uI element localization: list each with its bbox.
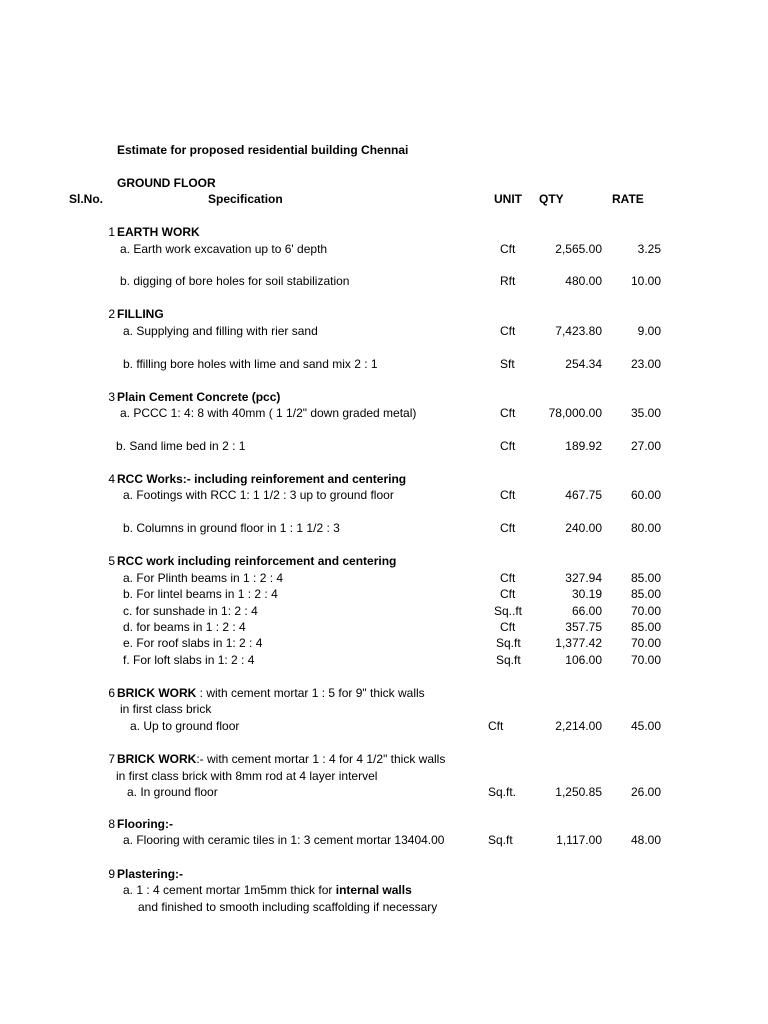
item-unit: Cft [500, 488, 516, 502]
section-number: 4 [108, 472, 115, 486]
section-number: 1 [108, 225, 115, 239]
item-unit: Sft [500, 357, 515, 371]
item-unit: Cft [500, 439, 516, 453]
item-unit: Sq.ft. [488, 785, 517, 799]
item-rate: 10.00 [630, 274, 661, 288]
item-spec: c. for sunshade in 1: 2 : 4 [123, 604, 258, 618]
item-spec: a. Up to ground floor [130, 719, 240, 733]
item-rate: 45.00 [630, 719, 661, 733]
header-rate: RATE [612, 192, 644, 206]
item-spec: a. For Plinth beams in 1 : 2 : 4 [123, 571, 284, 585]
item-unit: Cft [500, 406, 516, 420]
item-spec: a. PCCC 1: 4: 8 with 40mm ( 1 1/2" down graded metal) [120, 406, 417, 420]
header-slno: Sl.No. [69, 192, 104, 206]
header-qty: QTY [539, 192, 564, 206]
item-rate: 60.00 [630, 488, 661, 502]
section-number: 3 [108, 390, 115, 404]
item-rate: 35.00 [630, 406, 661, 420]
header-spec: Specification [208, 192, 283, 206]
item-unit: Cft [488, 719, 504, 733]
item-rate: 80.00 [630, 521, 661, 535]
item-qty: 66.00 [571, 604, 602, 618]
item-unit: Cft [500, 620, 516, 634]
section-title: BRICK WORK [117, 752, 197, 766]
item-qty: 189.92 [565, 439, 602, 453]
item-rate: 27.00 [630, 439, 661, 453]
item-qty: 106.00 [565, 653, 602, 667]
item-rate: 26.00 [630, 785, 661, 799]
item-spec: b. Sand lime bed in 2 : 1 [116, 439, 246, 453]
item-spec: a. In ground floor [127, 785, 218, 799]
item-qty: 2,214.00 [555, 719, 602, 733]
item-rate: 70.00 [630, 604, 661, 618]
section-continuation: in first class brick with 8mm rod at 4 layer intervel [116, 769, 378, 783]
item-unit: Sq.ft [496, 636, 521, 650]
item-unit: Cft [500, 324, 516, 338]
item-qty: 30.19 [571, 587, 602, 601]
section-title-suffix: :- with cement mortar 1 : 4 for 4 1/2" thick walls [196, 752, 446, 766]
section-number: 7 [108, 752, 115, 766]
item-unit: Rft [500, 274, 516, 288]
section-continuation: and finished to smooth including scaffolding if necessary [138, 900, 438, 914]
item-unit: Cft [500, 587, 516, 601]
item-qty: 1,250.85 [555, 785, 602, 799]
section-title: RCC Works:- including reinforement and centering [117, 472, 407, 486]
document-title: Estimate for proposed residential building Chennai [117, 143, 409, 157]
item-spec: b. For lintel beams in 1 : 2 : 4 [123, 587, 278, 601]
item-unit: Cft [500, 571, 516, 585]
section-number: 8 [108, 817, 115, 831]
item-qty: 7,423.80 [555, 324, 602, 338]
section-title: RCC work including reinforcement and centering [117, 554, 397, 568]
item-qty: 240.00 [565, 521, 602, 535]
item-qty: 357.75 [565, 620, 602, 634]
item-rate: 23.00 [630, 357, 661, 371]
item-rate: 48.00 [630, 833, 661, 847]
item-qty: 1,377.42 [555, 636, 602, 650]
item-spec: b. Columns in ground floor in 1 : 1 1/2 : 3 [123, 521, 340, 535]
section-title-line [117, 686, 425, 700]
item-qty: 78,000.00 [548, 406, 602, 420]
item-rate: 85.00 [630, 620, 661, 634]
section-number: 6 [108, 686, 115, 700]
section-title-suffix: : with cement mortar 1 : 5 for 9" thick walls [196, 686, 425, 700]
item-unit: Sq.ft [488, 833, 513, 847]
section-title: EARTH WORK [117, 225, 200, 239]
item-rate: 70.00 [630, 653, 661, 667]
section-title: Flooring:- [117, 817, 173, 831]
item-qty: 467.75 [565, 488, 602, 502]
item-spec: e. For roof slabs in 1: 2 : 4 [123, 636, 263, 650]
floor-heading: GROUND FLOOR [117, 176, 216, 190]
item-qty: 254.34 [565, 357, 602, 371]
item-spec: a. 1 : 4 cement mortar 1m5mm thick for [123, 883, 336, 897]
item-spec: b. digging of bore holes for soil stabilization [120, 274, 350, 288]
section-continuation: in first class brick [120, 702, 212, 716]
item-spec: a. Supplying and filling with rier sand [123, 324, 318, 338]
item-unit: Sq.ft [496, 653, 521, 667]
item-spec: f. For loft slabs in 1: 2 : 4 [123, 653, 255, 667]
item-spec-line [123, 883, 412, 897]
section-title-line [117, 752, 445, 766]
item-spec: a. Footings with RCC 1: 1 1/2 : 3 up to ground floor [123, 488, 394, 502]
section-number: 2 [108, 307, 115, 321]
item-rate: 3.25 [637, 242, 661, 256]
item-qty: 480.00 [565, 274, 602, 288]
item-rate: 85.00 [630, 587, 661, 601]
header-unit: UNIT [494, 192, 522, 206]
item-spec: b. ffilling bore holes with lime and sand mix 2 : 1 [123, 357, 378, 371]
item-spec: d. for beams in 1 : 2 : 4 [123, 620, 246, 634]
item-unit: Sq..ft [494, 604, 523, 618]
item-spec-emphasis: internal walls [335, 883, 412, 897]
section-number: 9 [108, 867, 115, 881]
section-number: 5 [108, 554, 115, 568]
section-title: FILLING [117, 307, 164, 321]
item-spec: a. Flooring with ceramic tiles in 1: 3 cement mortar 13404.00 [123, 833, 445, 847]
item-qty: 327.94 [565, 571, 602, 585]
item-unit: Cft [500, 521, 516, 535]
item-rate: 70.00 [630, 636, 661, 650]
section-title: Plastering:- [117, 867, 184, 881]
item-unit: Cft [500, 242, 516, 256]
item-qty: 1,117.00 [556, 833, 602, 847]
item-rate: 9.00 [637, 324, 661, 338]
item-rate: 85.00 [630, 571, 661, 585]
section-title: BRICK WORK [117, 686, 197, 700]
item-spec: a. Earth work excavation up to 6' depth [120, 242, 328, 256]
item-qty: 2,565.00 [555, 242, 602, 256]
section-title: Plain Cement Concrete (pcc) [117, 390, 281, 404]
